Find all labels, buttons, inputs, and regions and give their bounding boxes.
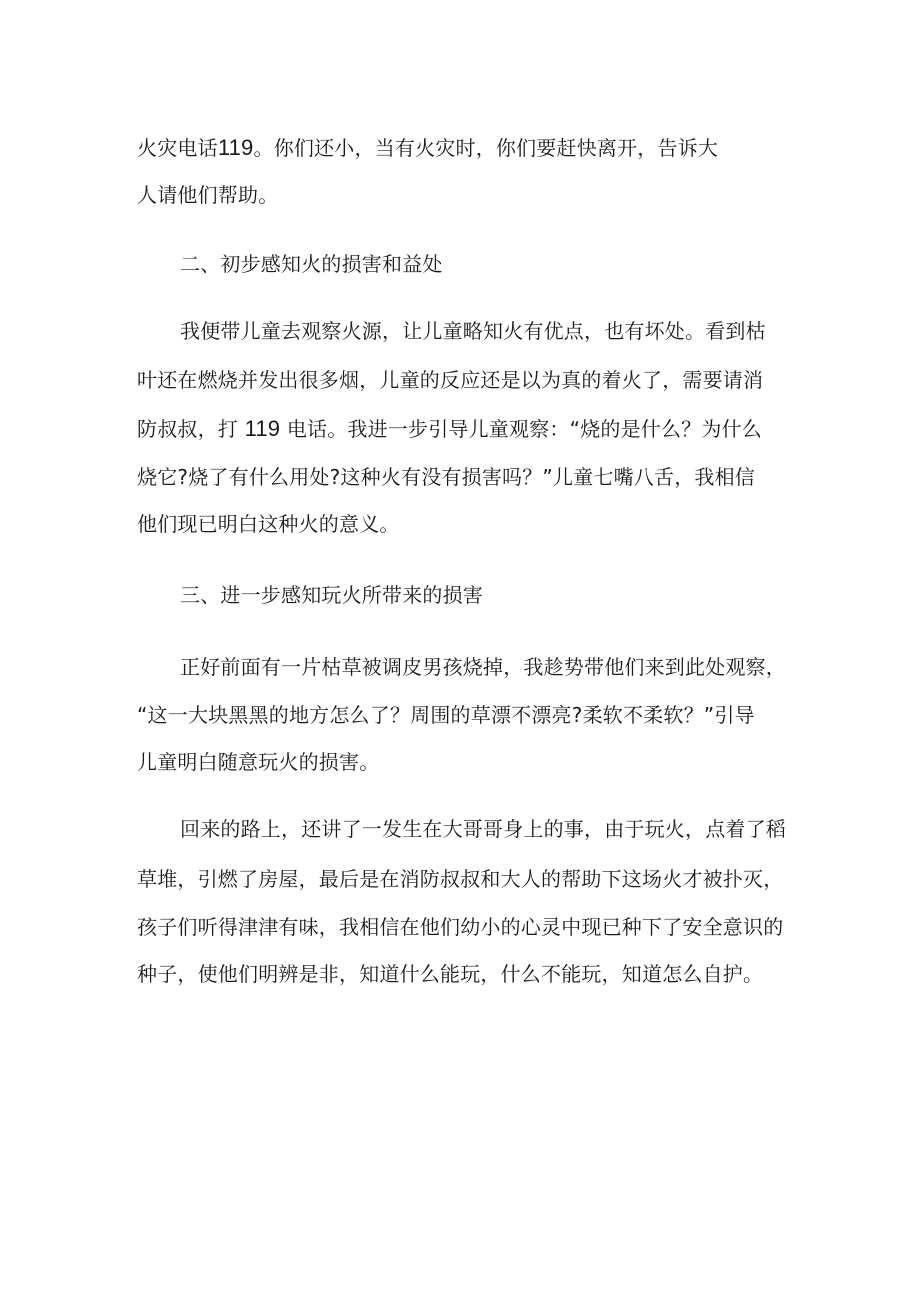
section-3-line-3: 儿童明白随意玩火的损害。 <box>137 750 380 774</box>
closing-line-3: 孩子们听得津津有味，我相信在他们幼小的心灵中现已种下了安全意识的 <box>137 915 784 939</box>
section-2-line-1: 我便带儿童去观察火源，让儿童略知火有优点，也有坏处。看到枯 <box>180 319 766 343</box>
section-2-line-2: 叶还在燃烧并发出很多烟，儿童的反应还是以为真的着火了，需要请消 <box>137 368 764 392</box>
intro-line-1 <box>137 136 718 160</box>
fire-phone-number: 119 <box>217 135 254 160</box>
closing-line-4: 种子，使他们明辨是非，知道什么能玩，什么不能玩，知道怎么自护。 <box>137 962 764 986</box>
section-2-line-5: 他们现已明白这种火的意义。 <box>137 512 400 536</box>
section-2-line-3 <box>137 417 762 441</box>
intro-text-a: 火灾电话 <box>137 136 218 160</box>
closing-line-2: 草堆，引燃了房屋，最后是在消防叔叔和大人的帮助下这场火才被扑灭， <box>137 867 784 891</box>
section-3-line-2: “这一大块黑黑的地方怎么了？周围的草漂不漂亮?柔软不柔软？”引导 <box>137 703 755 727</box>
section-2-heading: 二、初步感知火的损害和益处 <box>180 252 443 276</box>
section-2-line-3-text-b: 电话。我进一步引导儿童观察：“烧的是什么？为什么 <box>286 417 762 441</box>
intro-text-b: 。你们还小，当有火灾时，你们要赶快离开，告诉大 <box>253 136 719 160</box>
section-2-phone-number: 119 <box>244 416 281 441</box>
section-3-line-1: 正好前面有一片枯草被调皮男孩烧掉，我趁势带他们来到此处观察， <box>180 655 786 679</box>
section-2-line-3-text-a: 防叔叔，打 <box>137 417 238 441</box>
section-3-heading: 三、进一步感知玩火所带来的损害 <box>180 583 483 607</box>
section-2-line-4: 烧它?烧了有什么用处?这种火有没有损害吗？”儿童七嘴八舌，我相信 <box>137 465 755 489</box>
intro-line-2: 人请他们帮助。 <box>137 183 279 207</box>
closing-line-1: 回来的路上，还讲了一发生在大哥哥身上的事，由于玩火，点着了稻 <box>180 817 786 841</box>
